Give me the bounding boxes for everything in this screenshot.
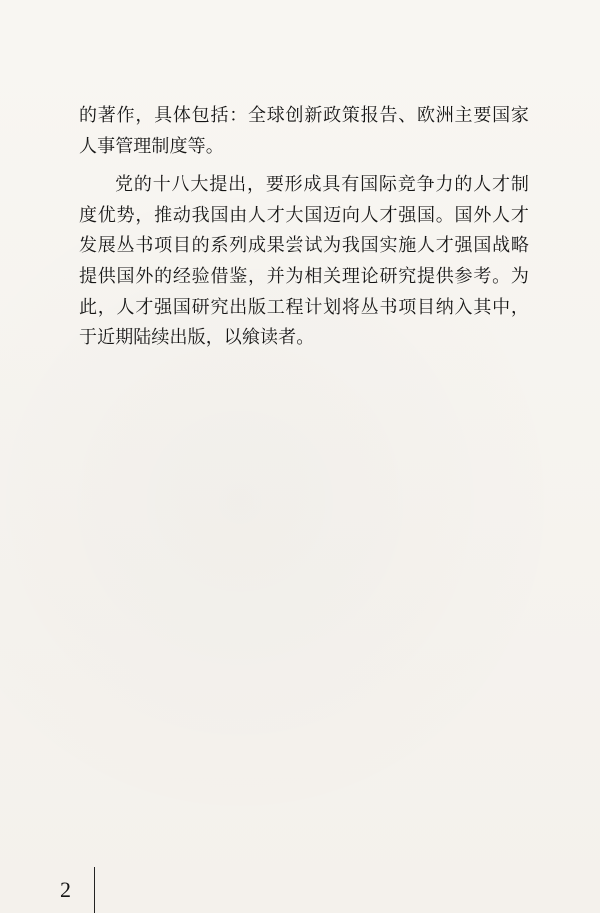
footer-divider <box>94 867 95 913</box>
document-paragraph-2: 党的十八大提出，要形成具有国际竞争力的人才制度优势，推动我国由人才大国迈向人才强国。国外人才发展丛书项目的系列成果尝试为我国实施人才强国战略提供国外的经验借鉴，并为相关理论研究提供参考。为此，人才强国研究出版工程计划将丛书项目纳入其中，于近期陆续出版，以飨读者。 <box>79 174 529 349</box>
document-paragraph-1: 的著作，具体包括：全球创新政策报告、欧洲主要国家人事管理制度等。 <box>79 105 529 157</box>
document-text-block <box>79 101 529 354</box>
page-number: 2 <box>60 877 71 902</box>
